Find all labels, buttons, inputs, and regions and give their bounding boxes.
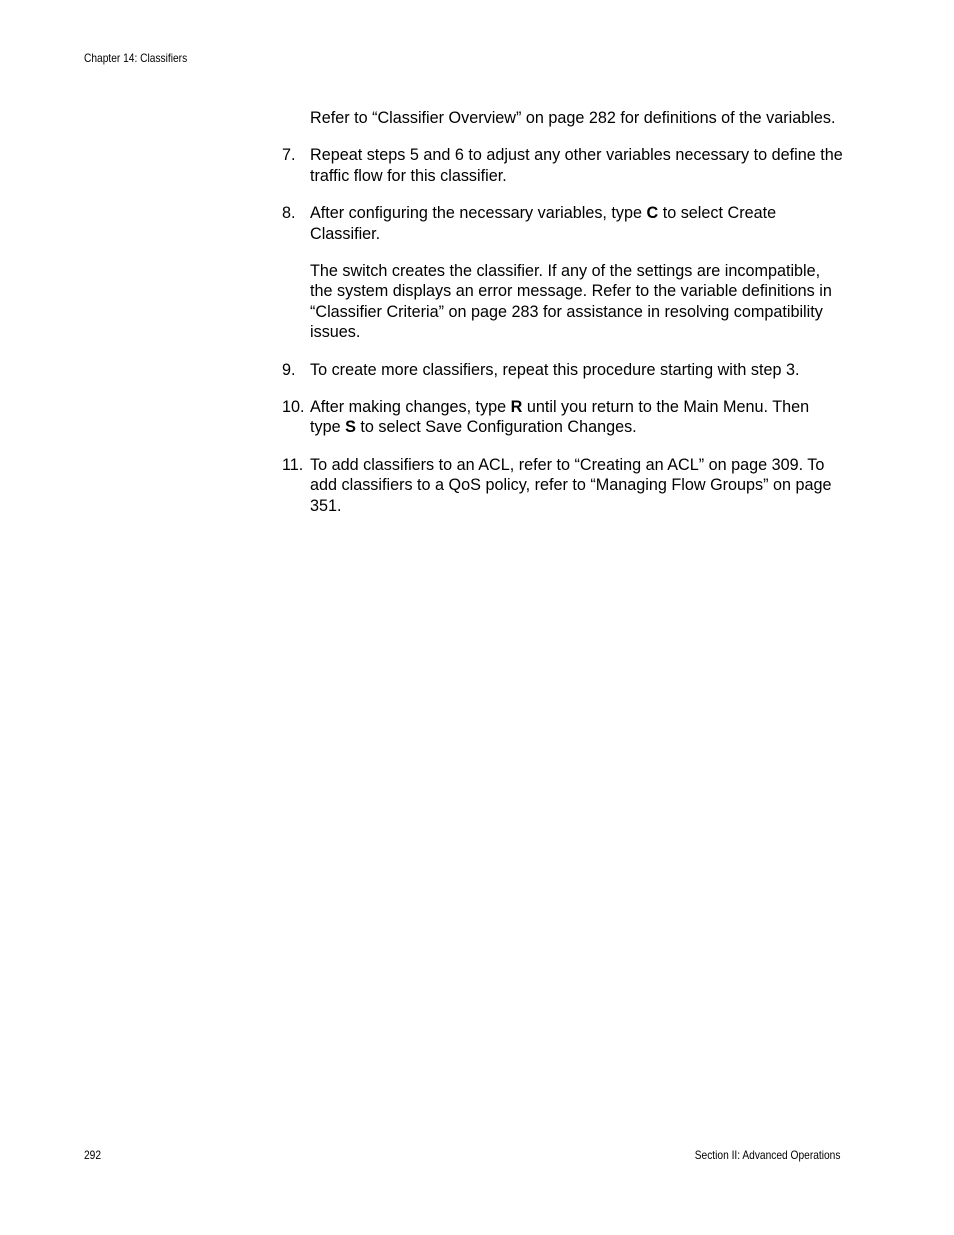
step-number: 7. <box>282 146 296 165</box>
key-s: S <box>345 418 356 437</box>
footer-section: Section II: Advanced Operations <box>694 1148 840 1162</box>
step-text: To create more classifiers, repeat this procedure starting with step 3. <box>310 360 800 379</box>
main-content <box>282 108 844 533</box>
running-header: Chapter 14: Classifiers <box>84 51 188 65</box>
step-8-followup: The switch creates the classifier. If any of the settings are incompatible, the system displays an error message. Refer to the variable definitions in “Classifier Criteria” on page 283 for assistance in resolving compatibility issues. <box>310 262 832 342</box>
step-text-after: to select Create Classifier. <box>310 204 777 243</box>
key-c: C <box>646 204 659 223</box>
step-number: 11. <box>282 455 304 474</box>
step-text: Repeat steps 5 and 6 to adjust any other variables necessary to define the traffic flow for this classifier. <box>310 146 843 185</box>
step-text-middle: until you return to the Main Menu. Then type <box>310 398 810 437</box>
step-7 <box>282 145 844 186</box>
step-text: To add classifiers to an ACL, refer to “Creating an ACL” on page 309. To add classifiers to a QoS policy, refer to “Managing Flow Groups” on page 351. <box>310 455 832 515</box>
step-number: 8. <box>282 204 296 223</box>
step-text <box>310 203 844 244</box>
step-8 <box>282 203 844 342</box>
step-text-before: After configuring the necessary variables, type <box>310 204 647 223</box>
step-9 <box>282 360 844 380</box>
step-text-before: After making changes, type <box>310 398 511 417</box>
step-text-after: to select Save Configuration Changes. <box>355 418 637 437</box>
step-10 <box>282 397 844 438</box>
intro-paragraph: Refer to “Classifier Overview” on page 282 for definitions of the variables. <box>310 109 836 127</box>
page-number: 292 <box>84 1148 102 1162</box>
step-number: 10. <box>282 398 305 417</box>
step-11 <box>282 455 844 516</box>
key-r: R <box>510 398 523 417</box>
step-number: 9. <box>282 360 296 379</box>
step-text <box>310 397 844 438</box>
